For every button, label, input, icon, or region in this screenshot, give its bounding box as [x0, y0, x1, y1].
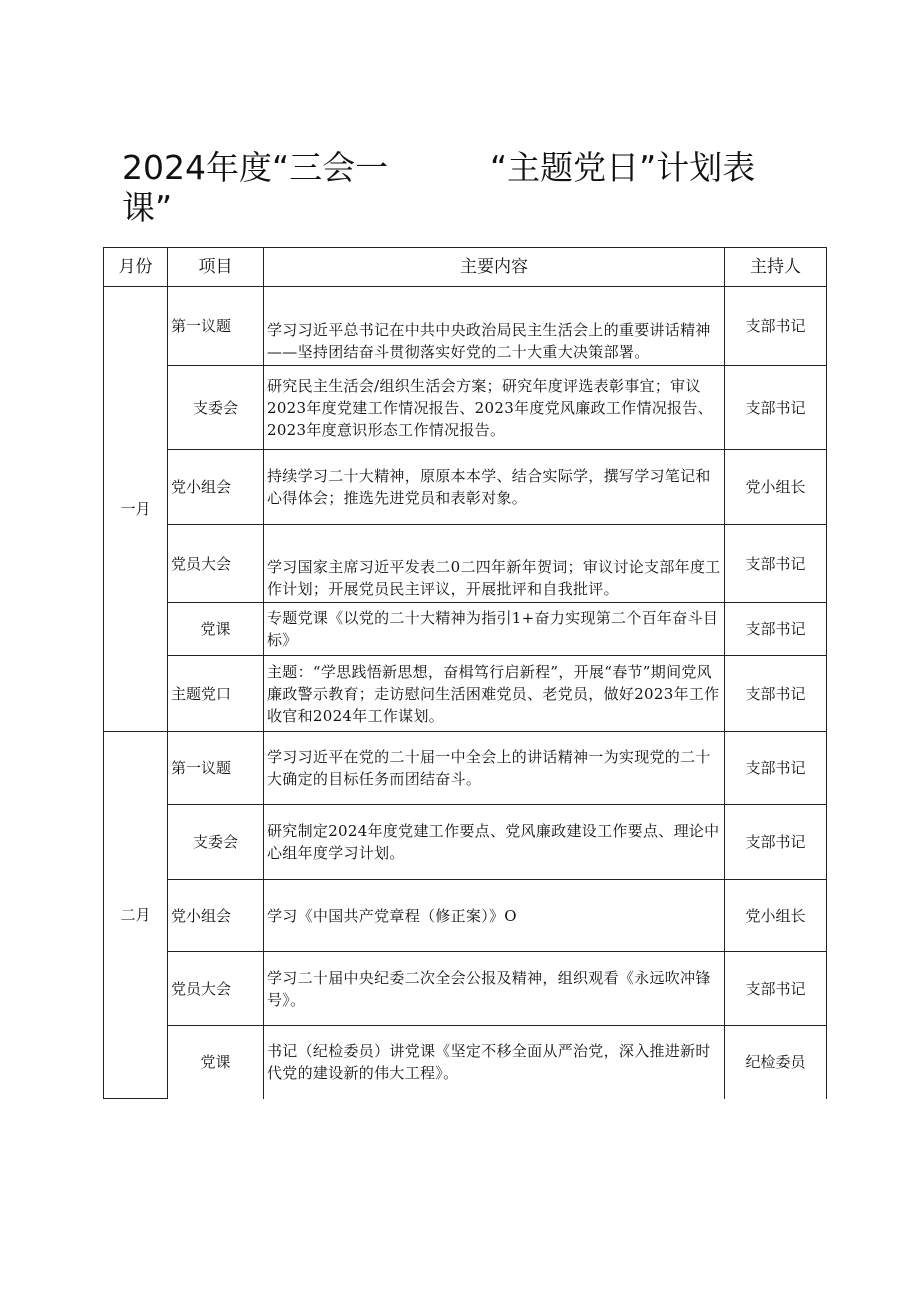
table-row — [104, 880, 827, 952]
content-cell: 研究制定2024年度党建工作要点、党风廉政建设工作要点、理论中心组年度学习计划。 — [264, 805, 725, 880]
content-cell: 学习习近平在党的二十届一中全会上的讲话精神一为实现党的二十大确定的目标任务而团结奋斗。 — [264, 732, 725, 805]
item-cell: 党员大会 — [168, 952, 264, 1026]
table-row — [104, 525, 827, 603]
host-cell: 支部书记 — [725, 525, 827, 603]
content-cell: 专题党课《以党的二十大精神为指引1+奋力实现第二个百年奋斗目标》 — [264, 603, 725, 656]
host-cell: 支部书记 — [725, 603, 827, 656]
table-row — [104, 287, 827, 366]
item-cell: 支委会 — [168, 805, 264, 880]
table-row — [104, 1026, 827, 1099]
table-row — [104, 805, 827, 880]
host-cell: 支部书记 — [725, 952, 827, 1026]
item-cell: 党小组会 — [168, 450, 264, 525]
table-row — [104, 656, 827, 732]
header-month: 月份 — [104, 248, 168, 287]
header-row — [104, 248, 827, 287]
header-content: 主要内容 — [264, 248, 725, 287]
content-cell: 学习《中国共产党章程（修正案）》O — [264, 880, 725, 952]
item-cell: 党小组会 — [168, 880, 264, 952]
table-row — [104, 952, 827, 1026]
content-cell: 书记（纪检委员）讲党课《坚定不移全面从严治党，深入推进新时代党的建设新的伟大工程》。 — [264, 1026, 725, 1099]
header-item: 项目 — [168, 248, 264, 287]
title-part-b: “主题党日”计划表 — [490, 148, 756, 187]
host-cell: 党小组长 — [725, 450, 827, 525]
item-cell: 主题党口 — [168, 656, 264, 732]
item-cell: 第一议题 — [168, 732, 264, 805]
page-title — [122, 148, 756, 227]
title-part-a: 2024年度“三会一 — [122, 148, 389, 187]
table-row — [104, 603, 827, 656]
table-row — [104, 732, 827, 805]
item-cell: 支委会 — [168, 366, 264, 450]
plan-table — [103, 247, 827, 1099]
content-cell: 学习国家主席习近平发表二0二四年新年贺词；审议讨论支部年度工作计划；开展党员民主评议，开展批评和自我批评。 — [264, 525, 725, 603]
month-cell-jan: 一月 — [104, 287, 168, 732]
host-cell: 支部书记 — [725, 366, 827, 450]
table-row — [104, 366, 827, 450]
content-cell: 学习习近平总书记在中共中央政治局民主生活会上的重要讲话精神——坚持团结奋斗贯彻落实好党的二十大重大决策部署。 — [264, 287, 725, 366]
content-cell: 学习二十届中央纪委二次全会公报及精神，组织观看《永远吹冲锋号》。 — [264, 952, 725, 1026]
host-cell: 纪检委员 — [725, 1026, 827, 1099]
header-host: 主持人 — [725, 248, 827, 287]
host-cell: 党小组长 — [725, 880, 827, 952]
host-cell: 支部书记 — [725, 805, 827, 880]
month-cell-feb: 二月 — [104, 732, 168, 1099]
host-cell: 支部书记 — [725, 656, 827, 732]
content-cell: 研究民主生活会/组织生活会方案；研究年度评选表彰事宜；审议2023年度党建工作情况报告、2023年度党风廉政工作情况报告、2023年度意识形态工作情况报告。 — [264, 366, 725, 450]
host-cell: 支部书记 — [725, 287, 827, 366]
title-part-c: 课” — [122, 188, 173, 227]
host-cell: 支部书记 — [725, 732, 827, 805]
content-cell: 持续学习二十大精神，原原本本学、结合实际学，撰写学习笔记和心得体会；推选先进党员和表彰对象。 — [264, 450, 725, 525]
item-cell: 党员大会 — [168, 525, 264, 603]
table-row — [104, 450, 827, 525]
content-cell: 主题：“学思践悟新思想，奋楫笃行启新程”，开展“春节”期间党风廉政警示教育；走访慰问生活困难党员、老党员，做好2023年工作收官和2024年工作谋划。 — [264, 656, 725, 732]
item-cell: 党课 — [168, 603, 264, 656]
item-cell: 党课 — [168, 1026, 264, 1099]
item-cell: 第一议题 — [168, 287, 264, 366]
